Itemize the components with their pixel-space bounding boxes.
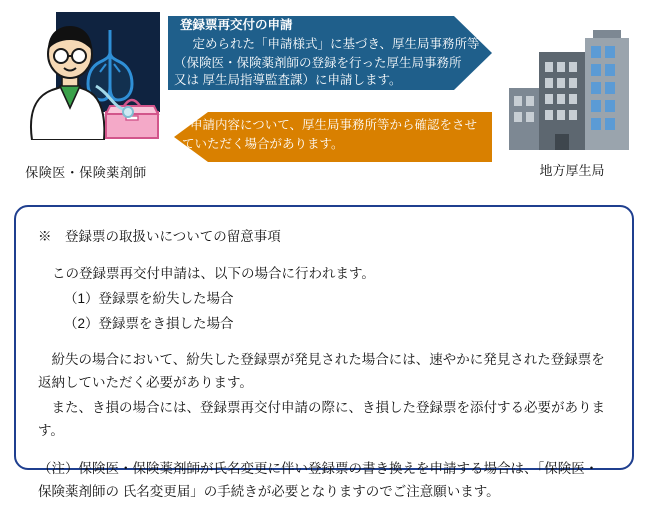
arrow-blue-line2: （保険医・保険薬剤師の登録を行った厚生局事務所: [174, 56, 462, 70]
right-figure-group: [497, 30, 647, 180]
doctor-illustration: [14, 12, 160, 140]
arrow-blue-line3: 又は 厚生局指導監査課）に申請します。: [174, 73, 402, 87]
right-figure-label: 地方厚生局: [539, 163, 605, 178]
notes-paragraph-6: （注）保険医・保険薬剤師が氏名変更に伴い登録票の書き換えを申請する場合は、「保険医・保険薬剤師の 氏名変更届」の手続きが必要となりますのでご注意願います。: [38, 461, 599, 499]
arrow-orange-line1: 申請内容について、厚生局事務所等から確認をさせ: [190, 118, 478, 132]
left-figure-label: 保険医・保険薬剤師: [25, 165, 147, 180]
application-arrow-blue: [168, 8, 492, 98]
arrow-blue-title: 登録票再交付の申請: [180, 18, 293, 32]
notes-paragraph-5: また、き損の場合には、登録票再交付申請の際に、き損した登録票を添付する必要があります。: [38, 400, 605, 438]
notes-paragraph-3: （2）登録票をき損した場合: [64, 316, 234, 331]
arrow-orange-line2: ていただく場合があります。: [182, 137, 344, 151]
notes-paragraph-1: この登録票再交付申請は、以下の場合に行われます。: [52, 266, 375, 281]
arrow-blue-line1: 定められた「申請様式」に基づき、厚生局事務所等: [180, 37, 480, 51]
notes-paragraph-2: （1）登録票を紛失した場合: [64, 291, 234, 306]
confirmation-arrow-orange: [168, 106, 492, 168]
left-figure-group: [10, 12, 160, 180]
notes-paragraph-4: 紛失の場合において、紛失した登録票が発見された場合には、速やかに発見された登録票を返納していただく必要があります。: [38, 352, 605, 390]
notes-heading: ※ 登録票の取扱いについての留意事項: [38, 229, 281, 244]
government-building-illustration: [507, 30, 637, 152]
notes-box: [14, 205, 634, 499]
